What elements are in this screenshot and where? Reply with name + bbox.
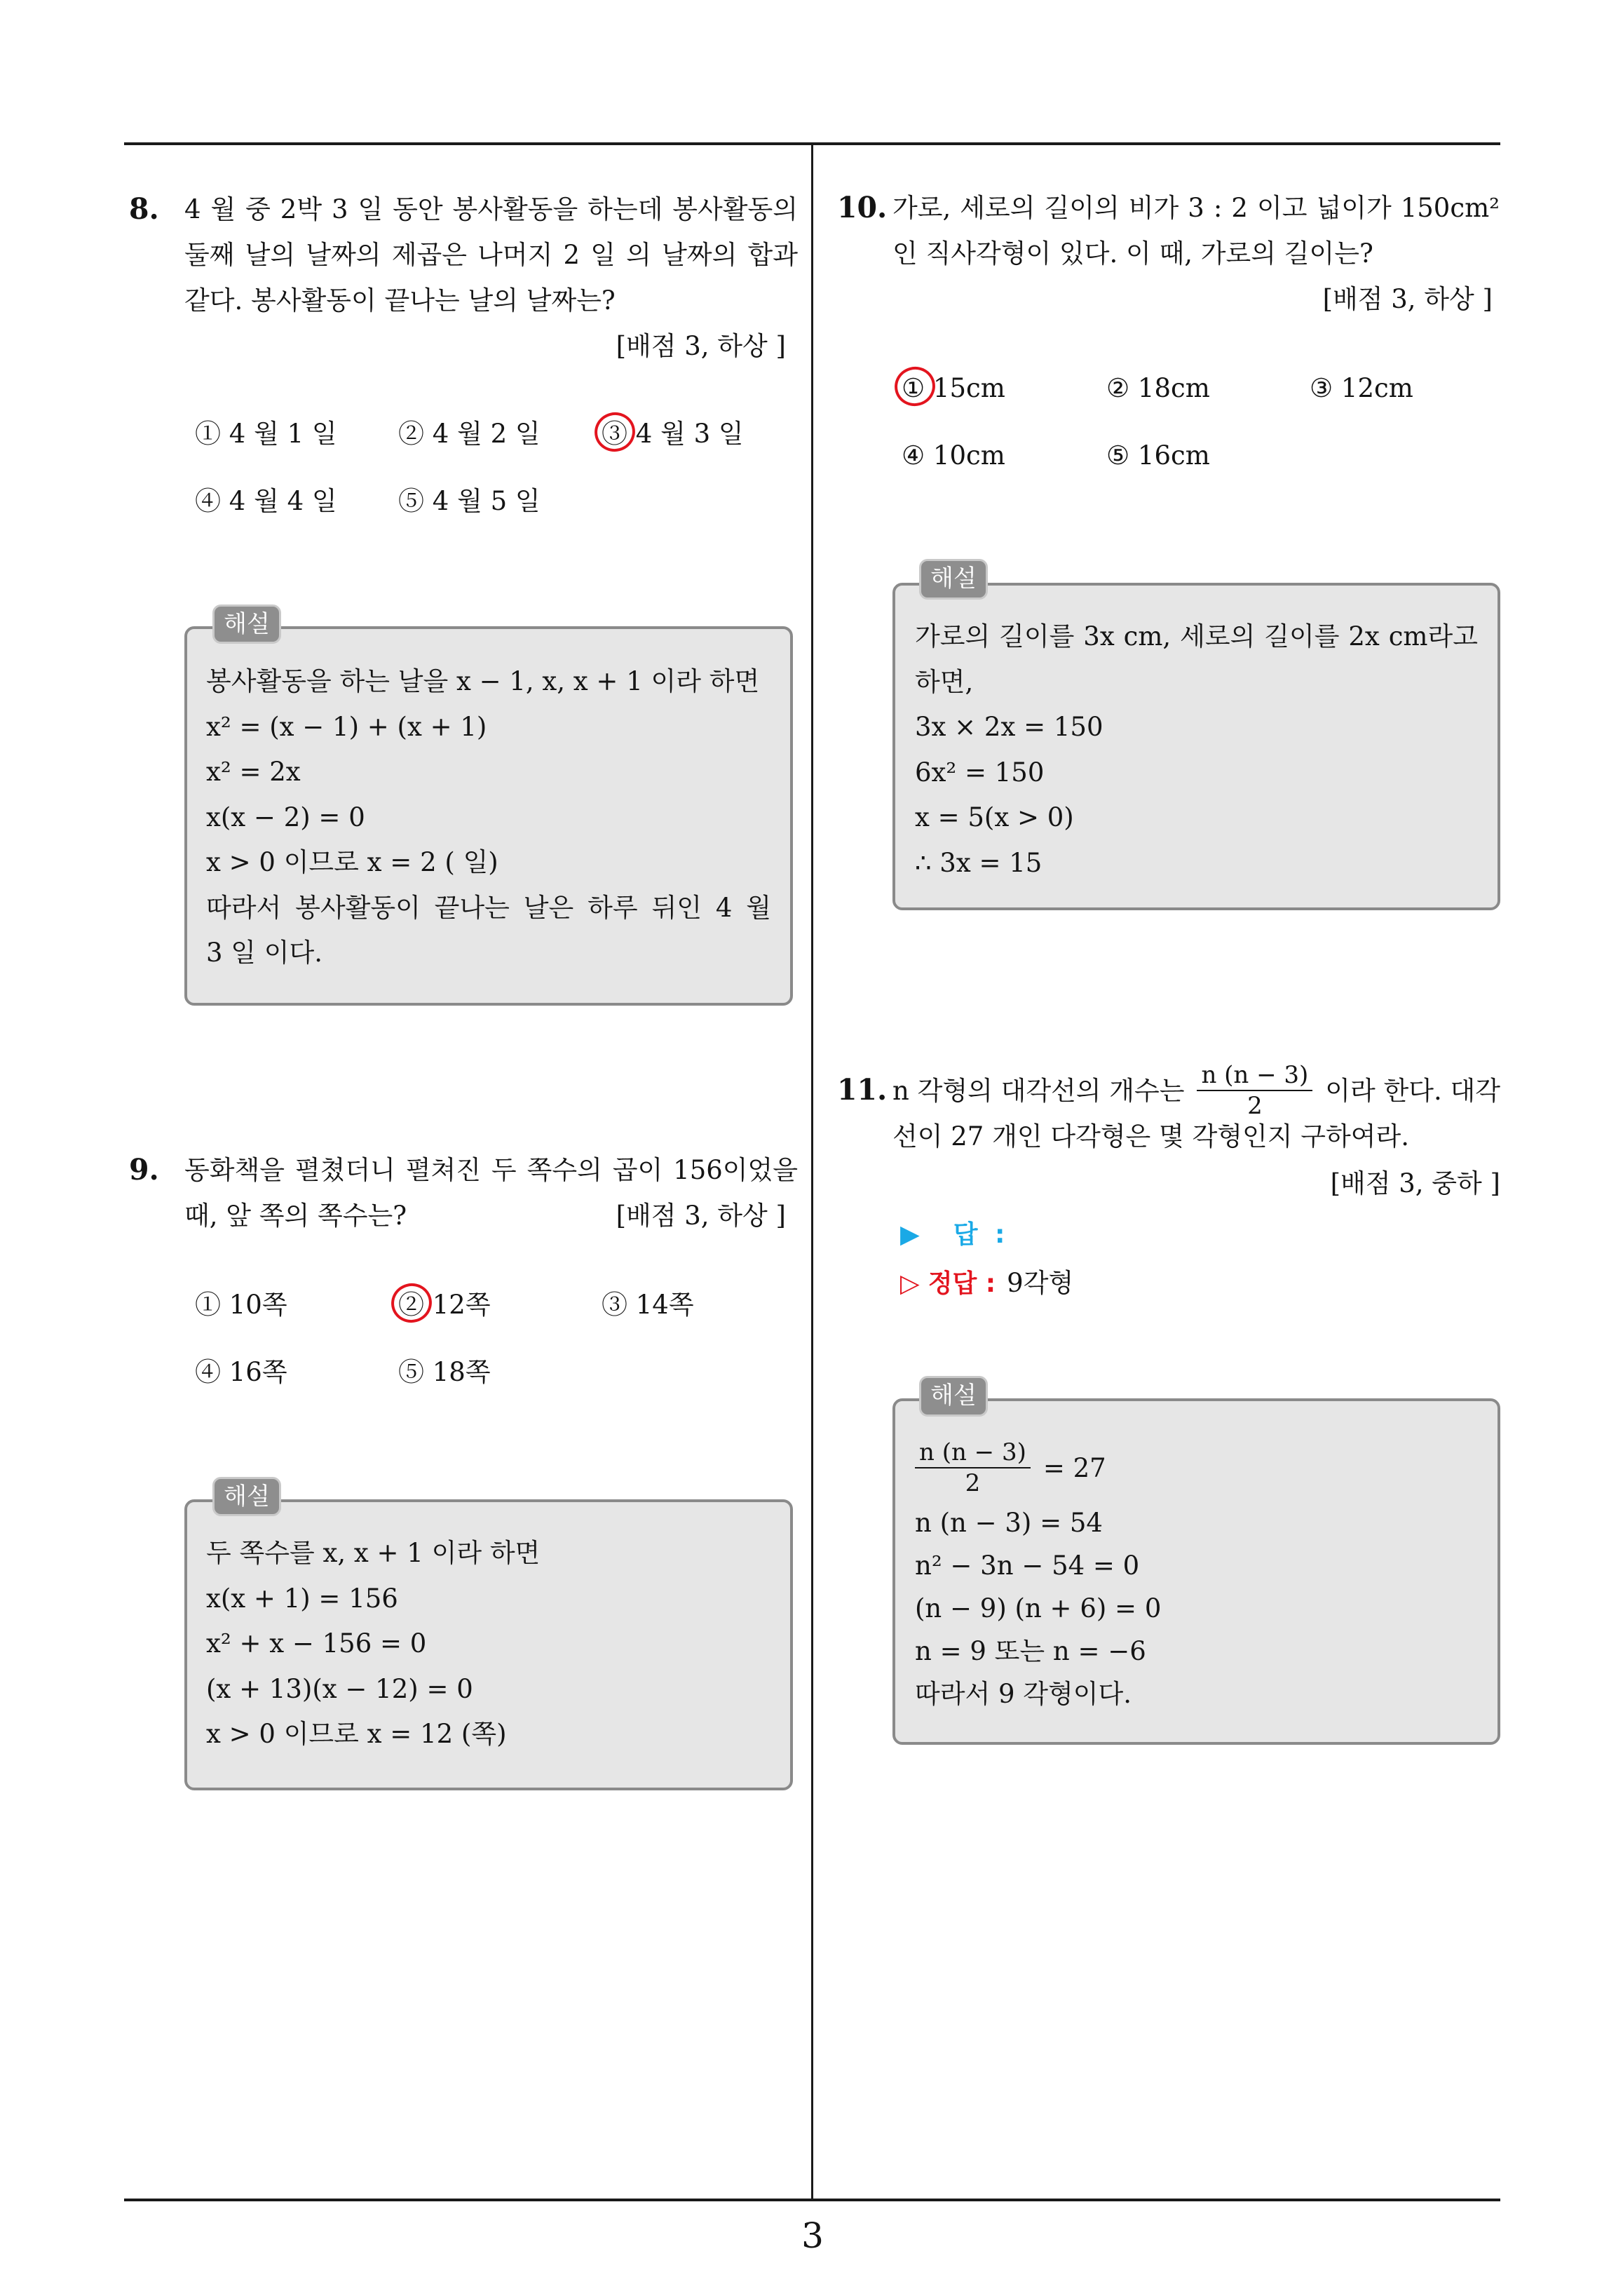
- explanation-line: [915, 1544, 1478, 1587]
- question-text-span: 둘째 날의 날짜의 제곱은 나머지 2 일 의 날짜의 합과: [184, 240, 798, 270]
- choice-label: ① 15cm: [902, 373, 1005, 403]
- explanation-line: [206, 1667, 771, 1713]
- explanation-line: [915, 1630, 1478, 1673]
- choice-4: [195, 1349, 287, 1395]
- explanation-text: = 27: [1043, 1452, 1106, 1483]
- question-text-span: n 각형의 대각선의 개수는: [892, 1075, 1185, 1106]
- choice-2: [1106, 365, 1210, 411]
- explanation-text: 6x² = 150: [915, 757, 1045, 788]
- explanation-text: 봉사활동을 하는 날을 x − 1, x, x + 1 이라 하면: [206, 666, 760, 696]
- explanation-text: 3x × 2x = 150: [915, 712, 1103, 742]
- correct-answer-value: 9각형: [1007, 1268, 1074, 1298]
- question-number: 8.: [129, 192, 159, 226]
- question-text-continued: [892, 1114, 1500, 1159]
- explanation-text: (x + 13)(x − 12) = 0: [206, 1673, 473, 1704]
- explanation-line: [206, 886, 771, 931]
- explanation-line: [915, 750, 1478, 796]
- explanation-line: [915, 1501, 1478, 1544]
- explanation-line: [206, 750, 771, 795]
- explanation-line: [915, 614, 1478, 660]
- bottom-rule: [124, 2199, 1500, 2201]
- correct-answer-label: 정답 :: [928, 1269, 996, 1298]
- choice-label: ② 18cm: [1106, 373, 1210, 403]
- question-text-span: 이라 한다. 대각: [1325, 1075, 1500, 1106]
- choice-5: [1106, 433, 1210, 478]
- explanation-text: x² + x − 156 = 0: [206, 1628, 427, 1659]
- choice-label: ⑤ 16cm: [1106, 440, 1210, 471]
- fraction-denominator: 2: [965, 1469, 981, 1497]
- explanation-tab: 해설: [919, 1376, 988, 1417]
- explanation-line: [206, 1531, 771, 1576]
- score-label: [배점 3, 하상 ]: [616, 1201, 786, 1231]
- explanation-line: [915, 841, 1478, 886]
- explanation-line: [915, 1673, 1478, 1715]
- explanation-text: n (n − 3) = 54: [915, 1508, 1103, 1538]
- explanation-text: x = 5(x > 0): [915, 802, 1074, 832]
- choice-label: ④ 4 월 4 일: [195, 486, 337, 516]
- choice-label: ③ 14쪽: [602, 1290, 694, 1320]
- explanation-text: x(x − 2) = 0: [206, 802, 365, 832]
- choice-label: ④ 16쪽: [195, 1357, 287, 1387]
- question-text-span: 인 직사각형이 있다. 이 때, 가로의 길이는?: [892, 238, 1373, 269]
- choice-2: [398, 411, 541, 457]
- question-text-line-content: [892, 1060, 1500, 1121]
- choice-1: [902, 365, 1005, 411]
- choice-label: ③ 12cm: [1310, 373, 1413, 403]
- question-text: [892, 1062, 1500, 1119]
- explanation-tab: 해설: [212, 1477, 281, 1516]
- choice-label: ① 10쪽: [195, 1290, 287, 1320]
- explanation-text: n² − 3n − 54 = 0: [915, 1551, 1140, 1581]
- score-label: [배점 3, 하상 ]: [616, 331, 786, 361]
- correct-answer-row: [900, 1260, 1073, 1306]
- explanation-line: [206, 795, 771, 841]
- choice-label: ② 4 월 2 일: [398, 419, 541, 449]
- explanation-text: x² = 2x: [206, 757, 301, 787]
- explanation-line: [915, 795, 1478, 841]
- explanation-text: 따라서 9 각형이다.: [915, 1679, 1132, 1709]
- answer-circle-mark: [890, 362, 940, 410]
- explanation-text: 두 쪽수를 x, x + 1 이라 하면: [206, 1538, 541, 1568]
- question-text-line: [892, 185, 1500, 231]
- question-number: 9.: [129, 1153, 159, 1187]
- fraction: [1197, 1060, 1312, 1121]
- choice-2: [398, 1282, 491, 1328]
- explanation-line: [915, 705, 1478, 750]
- question-text-span: 때, 앞 쪽의 쪽수는?: [184, 1201, 407, 1231]
- explanation-line: [206, 1576, 771, 1622]
- choice-3: [602, 1282, 694, 1328]
- question-text: [892, 185, 1500, 276]
- fraction: [915, 1438, 1031, 1498]
- explanation-text: ∴ 3x = 15: [915, 847, 1043, 878]
- question-number: 10.: [837, 191, 888, 224]
- choice-5: [398, 478, 541, 524]
- answer-arrow-icon: ▶: [900, 1220, 920, 1249]
- explanation-line: [206, 1712, 771, 1757]
- explanation-text: x > 0 이므로 x = 2 ( 일): [206, 847, 498, 877]
- fraction-denominator: 2: [1247, 1092, 1263, 1120]
- explanation-line: [206, 705, 771, 750]
- question-text-span: 동화책을 펼쳤더니 펼쳐진 두 쪽수의 곱이 156이었을: [184, 1155, 798, 1185]
- explanation-text: n = 9 또는 n = −6: [915, 1636, 1146, 1666]
- question-text-line: [184, 278, 798, 323]
- answer-circle-mark: [590, 407, 640, 456]
- question-text-line: [184, 232, 798, 278]
- explanation-text: (n − 9) (n + 6) = 0: [915, 1593, 1162, 1623]
- explanation-text: 따라서 봉사활동이 끝나는 날은 하루 뒤인 4 월: [206, 892, 771, 923]
- explanation-line: [915, 1587, 1478, 1630]
- explanation-lines: [915, 614, 1478, 886]
- explanation-line: [206, 659, 771, 705]
- explanation-text: 3 일 이다.: [206, 938, 323, 968]
- choice-4: [195, 478, 337, 524]
- question-text-span: 같다. 봉사활동이 끝나는 날의 날짜는?: [184, 285, 616, 316]
- fraction-numerator: n (n − 3): [1197, 1060, 1312, 1091]
- explanation-text: 가로의 길이를 3x cm, 세로의 길이를 2x cm라고: [915, 621, 1478, 651]
- choice-label: ④ 10cm: [902, 440, 1005, 471]
- explanation-line: [206, 840, 771, 886]
- correct-arrow-icon: ▷: [900, 1269, 920, 1298]
- explanation-text: x > 0 이므로 x = 12 (쪽): [206, 1719, 507, 1749]
- score-label: [배점 3, 하상 ]: [1322, 284, 1493, 314]
- question-text-span: 가로, 세로의 길이의 비가 3 : 2 이고 넓이가 150cm²: [892, 193, 1500, 223]
- question-text-line: [892, 1114, 1500, 1159]
- choice-3: [602, 411, 744, 457]
- fraction-numerator: n (n − 3): [915, 1438, 1031, 1468]
- question-text-line: [892, 1062, 1500, 1119]
- choice-4: [902, 433, 1005, 478]
- answer-row: [900, 1212, 1009, 1257]
- choice-5: [398, 1349, 491, 1395]
- question-text-line: [892, 231, 1500, 276]
- explanation-box: [892, 583, 1500, 910]
- explanation-text: x(x + 1) = 156: [206, 1583, 398, 1614]
- explanation-tab: 해설: [919, 559, 988, 600]
- question-text-span: 선이 27 개인 다각형은 몇 각형인지 구하여라.: [892, 1121, 1410, 1152]
- column-divider: [811, 144, 813, 2200]
- score-label: [배점 3, 중하 ]: [1330, 1168, 1500, 1198]
- question-text-span: 4 월 중 2박 3 일 동안 봉사활동을 하는데 봉사활동의: [184, 194, 798, 224]
- choice-1: [195, 1282, 287, 1328]
- explanation-fraction-line: [915, 1434, 1478, 1501]
- choice-label: ⑤ 18쪽: [398, 1357, 491, 1387]
- explanation-line: [206, 931, 771, 976]
- choice-label: ① 4 월 1 일: [195, 419, 337, 449]
- explanation-text: x² = (x − 1) + (x + 1): [206, 711, 487, 742]
- explanation-line: [206, 1621, 771, 1667]
- explanation-box: [184, 626, 793, 1006]
- page-number: 3: [801, 2215, 824, 2256]
- explanation-box: [892, 1398, 1500, 1745]
- choice-3: [1310, 365, 1413, 411]
- answer-circle-mark: [387, 1278, 437, 1327]
- explanation-lines: [915, 1434, 1478, 1715]
- choice-1: [195, 411, 337, 457]
- question-number: 11.: [837, 1073, 888, 1107]
- choice-label: ③ 4 월 3 일: [602, 419, 744, 449]
- explanation-tab: 해설: [212, 605, 281, 644]
- explanation-lines: [206, 659, 771, 976]
- explanation-line: [915, 660, 1478, 705]
- explanation-text: 하면,: [915, 666, 974, 697]
- explanation-lines: [206, 1531, 771, 1757]
- question-text-line: [184, 1147, 798, 1193]
- answer-label: 답 :: [953, 1220, 1010, 1249]
- question-text: [184, 187, 798, 323]
- choice-label: ② 12쪽: [398, 1290, 491, 1320]
- question-text-line: [184, 187, 798, 232]
- choice-label: ⑤ 4 월 5 일: [398, 486, 541, 516]
- explanation-box: [184, 1499, 793, 1790]
